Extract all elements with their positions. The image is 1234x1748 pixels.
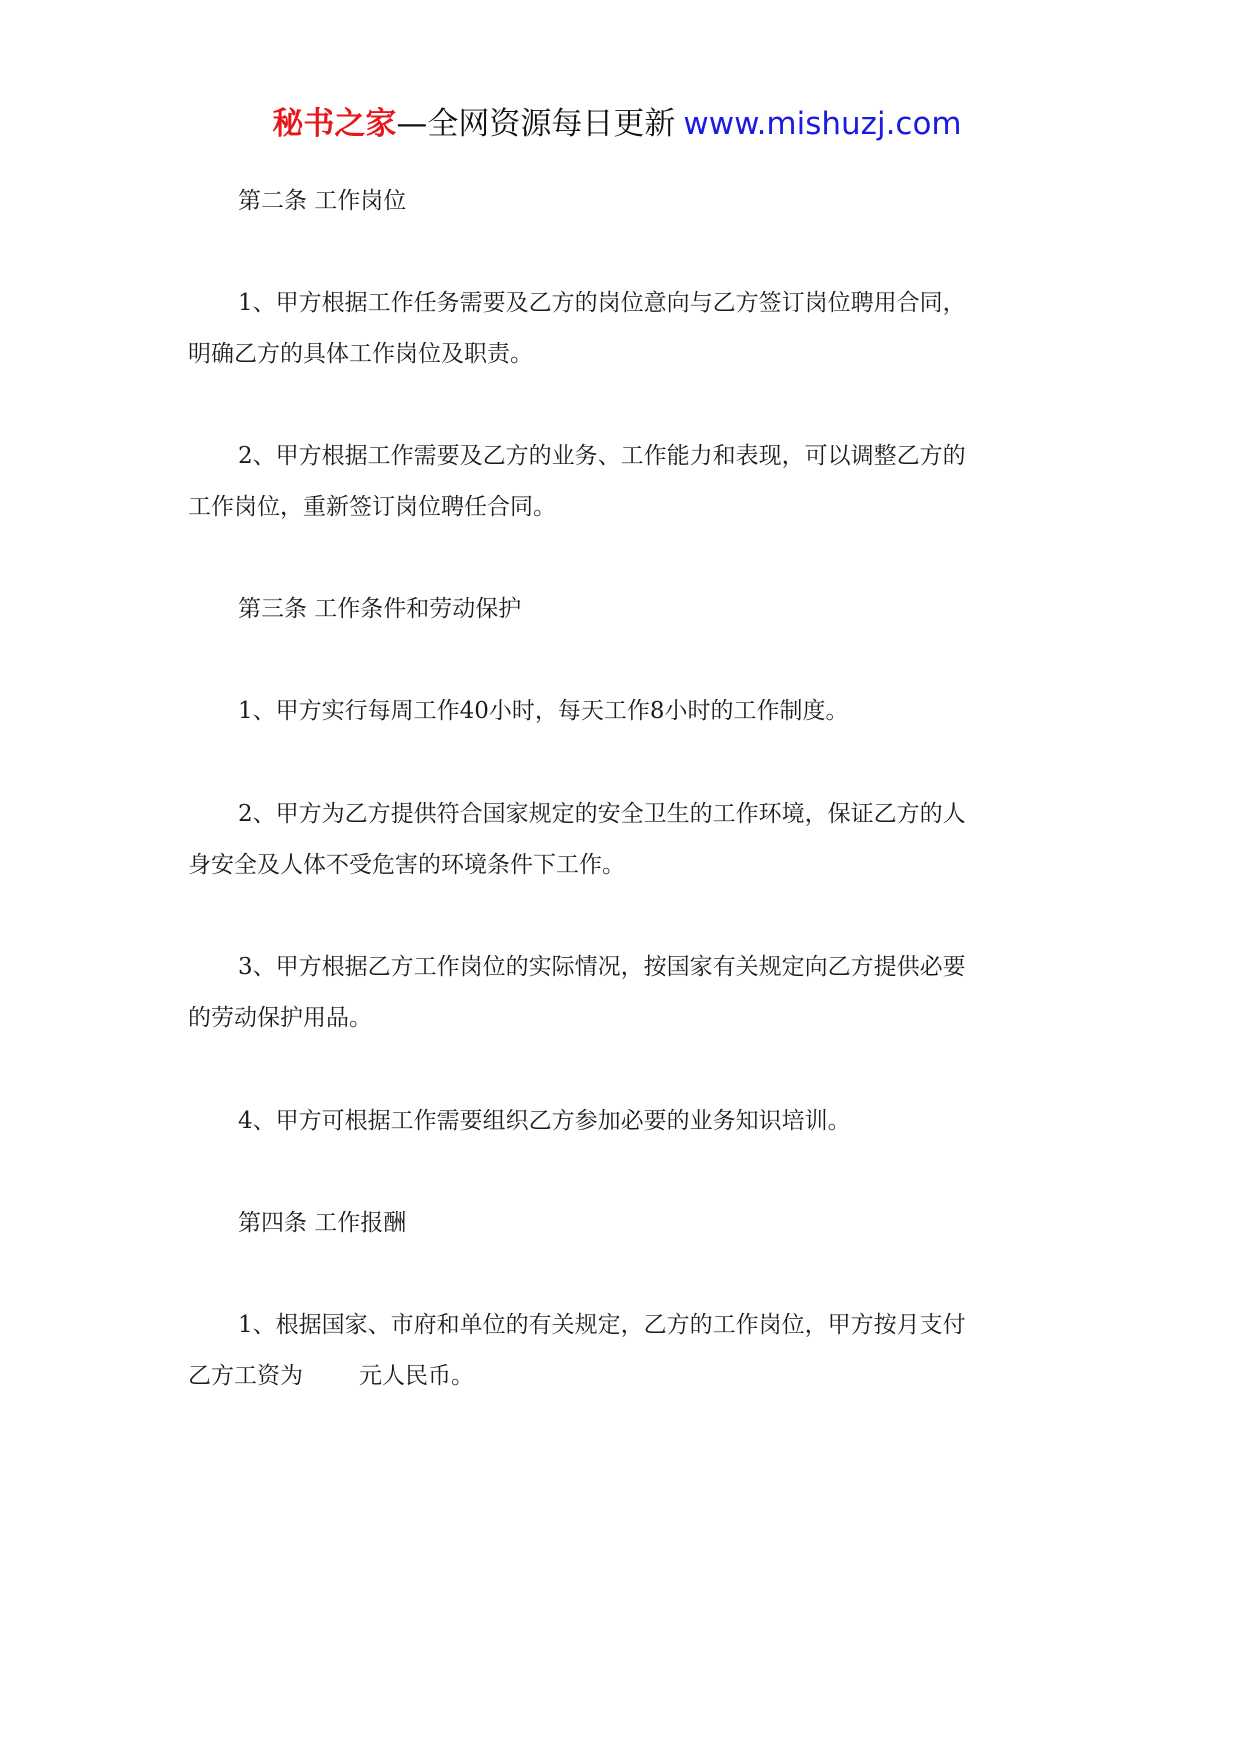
article3-p1-line1: 1、甲方实行每周工作40小时，每天工作8小时的工作制度。 xyxy=(238,698,849,724)
salary-unit: 元人民币。 xyxy=(359,1363,474,1389)
brand-name: 秘书之家 xyxy=(272,106,397,142)
article3-heading: 第三条 工作条件和劳动保护 xyxy=(238,596,522,622)
header-site-url: www.mishuzj.com xyxy=(683,106,962,142)
article2-p1-line2: 明确乙方的具体工作岗位及职责。 xyxy=(188,341,533,367)
header-tagline: —全网资源每日更新 xyxy=(396,106,676,142)
article3-p2-line1: 2、甲方为乙方提供符合国家规定的安全卫生的工作环境，保证乙方的人 xyxy=(238,801,966,827)
article2-p2-line2: 工作岗位，重新签订岗位聘任合同。 xyxy=(188,494,556,520)
article3-p2-line2: 身安全及人体不受危害的环境条件下工作。 xyxy=(188,852,625,878)
salary-label: 乙方工资为 xyxy=(188,1363,303,1389)
article3-p3-line1: 3、甲方根据乙方工作岗位的实际情况，按国家有关规定向乙方提供必要 xyxy=(238,954,966,980)
article4-p1-line1: 1、根据国家、市府和单位的有关规定，乙方的工作岗位，甲方按月支付 xyxy=(238,1312,966,1338)
article2-p2-line1: 2、甲方根据工作需要及乙方的业务、工作能力和表现，可以调整乙方的 xyxy=(238,443,966,469)
article4-p1-line2 xyxy=(188,1361,1068,1391)
article2-p1-line1: 1、甲方根据工作任务需要及乙方的岗位意向与乙方签订岗位聘用合同， xyxy=(238,290,966,316)
article2-heading: 第二条 工作岗位 xyxy=(238,188,407,214)
article4-heading: 第四条 工作报酬 xyxy=(238,1210,407,1236)
article3-p4-line1: 4、甲方可根据工作需要组织乙方参加必要的业务知识培训。 xyxy=(238,1108,851,1134)
article3-p3-line2: 的劳动保护用品。 xyxy=(188,1005,372,1031)
